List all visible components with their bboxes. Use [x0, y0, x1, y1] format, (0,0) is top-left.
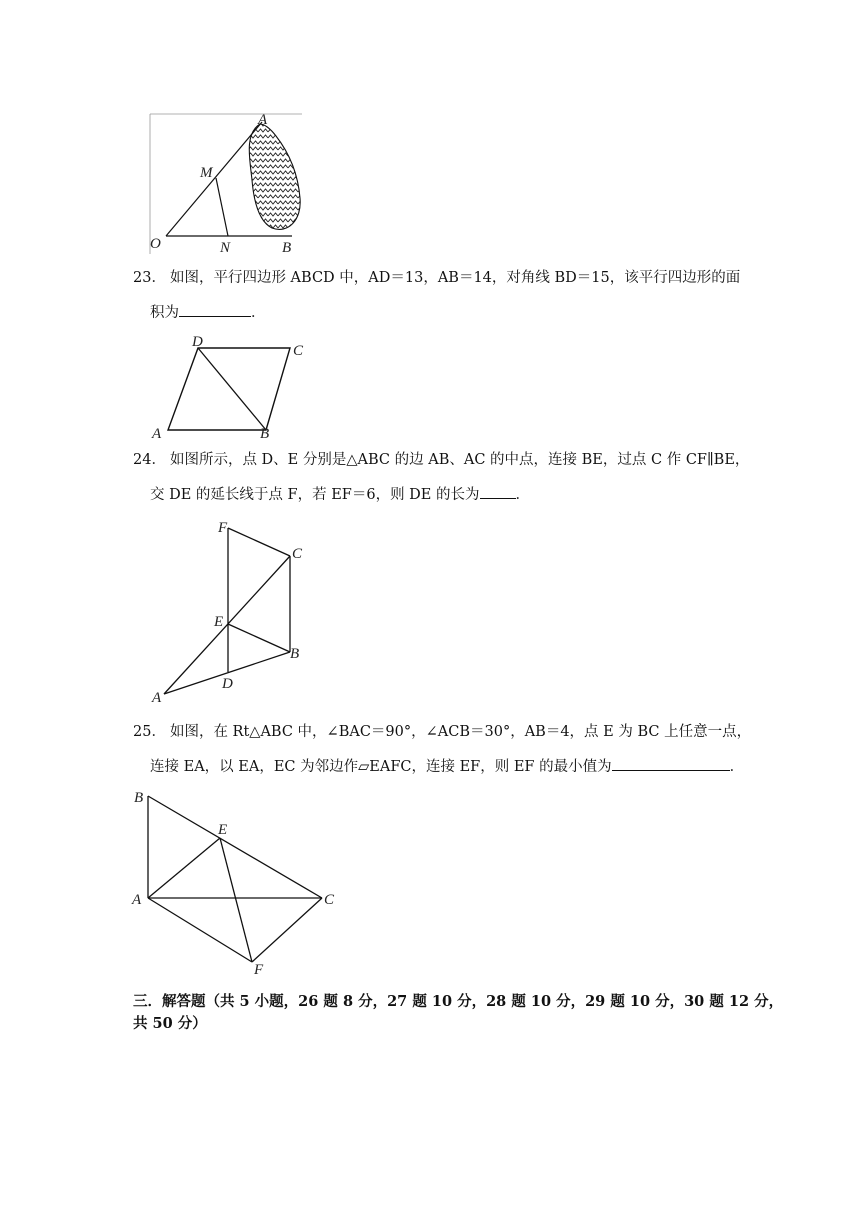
question-24-number: 24． — [133, 452, 166, 468]
segment-FC — [228, 528, 290, 556]
question-25-line2 — [150, 756, 744, 777]
label-B: B — [290, 646, 300, 662]
question-24-line2 — [150, 484, 530, 505]
label-A: A — [152, 690, 162, 706]
segment-OA — [166, 122, 262, 236]
answer-blank-25[interactable] — [612, 756, 730, 771]
parallelogram-ABCD — [168, 348, 290, 430]
segment-MN — [216, 178, 228, 236]
pond-shape — [249, 124, 300, 229]
section-3-heading-line2: 共 50 分） — [133, 1015, 207, 1032]
question-23-text2: 积为 — [150, 305, 179, 321]
section-3-heading-line1: 三．解答题（共 5 小题，26 题 8 分，27 题 10 分，28 题 10 分，29 题 10 分，30 题 12 分， — [133, 993, 784, 1010]
question-23-line1 — [133, 268, 740, 288]
label-E: E — [218, 822, 228, 838]
figure-25-svg — [128, 784, 348, 978]
figure-25 — [128, 784, 348, 978]
figure-23-svg — [148, 330, 318, 442]
label-C: C — [292, 546, 303, 562]
segment-EF — [220, 838, 252, 962]
label-N: N — [220, 240, 231, 256]
question-23-line2 — [150, 302, 266, 323]
figure-23 — [148, 330, 318, 442]
label-B: B — [282, 240, 292, 256]
figure-22-svg — [148, 110, 308, 260]
question-24-text2: 交 DE 的延长线于点 F，若 EF＝6，则 DE 的长为 — [150, 487, 480, 503]
diagonal-BD — [198, 348, 266, 430]
label-D: D — [222, 676, 233, 692]
question-23-number: 23． — [133, 270, 166, 286]
segment-AF — [148, 898, 252, 962]
figure-24-svg — [148, 516, 318, 706]
label-A: A — [152, 426, 162, 442]
question-24-text: 如图所示，点 D、E 分别是△ABC 的边 AB、AC 的中点，连接 BE，过点 C 作 CF∥BE， — [169, 452, 750, 468]
segment-BC — [148, 796, 322, 898]
label-E: E — [214, 614, 224, 630]
label-M: M — [200, 165, 213, 181]
label-F: F — [254, 962, 264, 978]
label-B: B — [134, 790, 144, 806]
figure-24 — [148, 516, 318, 706]
answer-blank-24[interactable] — [480, 484, 516, 499]
label-A: A — [132, 892, 142, 908]
label-C: C — [324, 892, 335, 908]
question-23-text: 如图，平行四边形 ABCD 中，AD＝13，AB＝14，对角线 BD＝15，该平行四边形的面 — [169, 270, 741, 286]
label-F: F — [218, 520, 228, 536]
answer-blank-23[interactable] — [179, 302, 251, 317]
question-25-period: ． — [729, 759, 745, 775]
segment-CF — [252, 898, 322, 962]
question-24-period: ． — [515, 487, 531, 503]
label-C: C — [293, 343, 304, 359]
figure-22 — [148, 110, 308, 260]
label-D: D — [192, 334, 203, 350]
question-25-line1 — [133, 722, 751, 742]
question-25-text2: 连接 EA，以 EA，EC 为邻边作▱EAFC，连接 EF，则 EF 的最小值为 — [150, 759, 612, 775]
segment-AE — [148, 838, 220, 898]
label-B: B — [260, 426, 270, 442]
question-23-period: ． — [251, 305, 266, 321]
question-25-number: 25． — [133, 724, 166, 740]
question-25-text: 如图，在 Rt△ABC 中，∠BAC＝90°，∠ACB＝30°，AB＝4，点 E 为 BC 上任意一点， — [169, 724, 752, 740]
label-A: A — [258, 112, 268, 128]
label-O: O — [150, 236, 161, 252]
question-24-line1 — [133, 450, 749, 470]
segment-EB — [228, 624, 290, 652]
